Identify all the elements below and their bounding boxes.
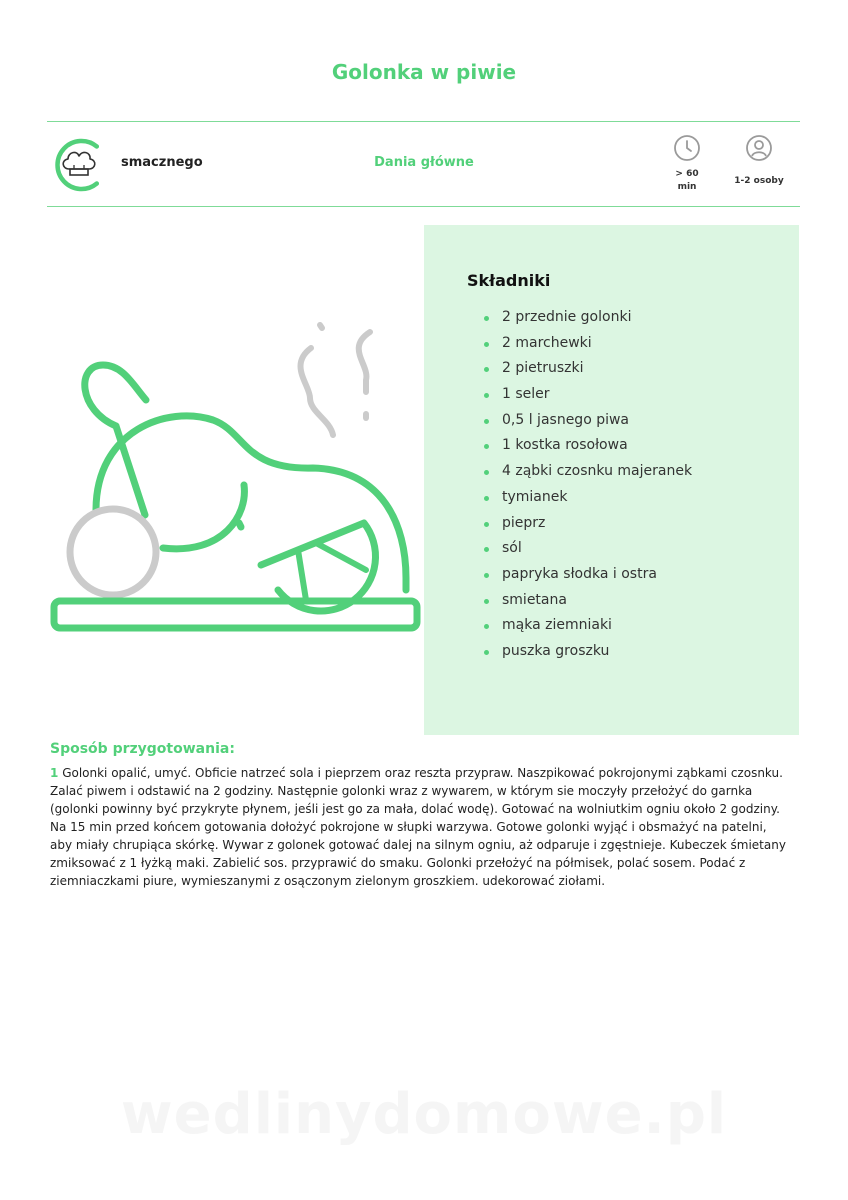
ingredient-item: tymianek: [502, 489, 692, 515]
preparation-title: Sposób przygotowania:: [50, 741, 235, 757]
ingredient-item: sól: [502, 540, 692, 566]
step-number: 1: [50, 766, 59, 780]
header-bottom-divider: [47, 206, 800, 207]
ingredients-title: Składniki: [467, 271, 551, 290]
ingredient-item: 4 ząbki czosnku majeranek: [502, 463, 692, 489]
ingredients-panel: [424, 225, 799, 735]
servings-label: 1-2 osoby: [734, 176, 784, 186]
ingredient-item: mąka ziemniaki: [502, 617, 692, 643]
recipe-category: Dania główne: [374, 155, 474, 170]
recipe-title: Golonka w piwie: [331, 60, 517, 84]
time-value: > 60: [675, 169, 699, 179]
ingredient-item: smietana: [502, 592, 692, 618]
header-top-divider: [47, 121, 800, 122]
ingredient-item: papryka słodka i ostra: [502, 566, 692, 592]
time-unit: min: [677, 182, 697, 192]
watermark: wedlinydomowe.pl: [120, 1082, 728, 1147]
preparation-step: [50, 764, 790, 890]
chef-hat-icon: [52, 138, 106, 192]
ingredient-item: 2 pietruszki: [502, 360, 692, 386]
ingredient-item: 1 kostka rosołowa: [502, 437, 692, 463]
ingredient-item: 2 przednie golonki: [502, 309, 692, 335]
time-label: [667, 168, 707, 194]
step-text: Golonki opalić, umyć. Obficie natrzeć sola i pieprzem oraz reszta przypraw. Naszpikować pokrojonymi ząbkami czosnku. Zalać piwem i odstawić na 2 godziny. Następnie golonki wraz z wywarem, w którym sie moczyły przełożyć do garnka (golonki powinny być przykryte płynem, jeśli jest go za mała, dolać wodę). Gotować na wolniutkim ogniu około 2 godziny. Na 15 min przed końcem gotowania dołożyć pokrojone w słupki warzywa. Gotowe golonki wyjąć i obsmażyć na patelni, aby miały chrupiąca skórkę. Wywar z golonek gotować dalej na silnym ogniu, aż odparuje i zgęstnieje. Kubeczek śmietany zmiksować z 1 łyżką maki. Zabielić sos. przyprawić do smaku. Golonki przełożyć na półmisek, polać sosem. Podać z ziemniaczkami piure, wymieszanymi z osączonym zielonym groszkiem. udekorować ziołami.: [50, 766, 786, 888]
ingredient-item: 0,5 l jasnego piwa: [502, 412, 692, 438]
person-icon: [745, 134, 773, 162]
roast-illustration: [48, 320, 423, 635]
ingredient-item: 1 seler: [502, 386, 692, 412]
recipe-author: smacznego: [121, 155, 203, 170]
ingredients-list: [502, 309, 692, 669]
ingredient-item: 2 marchewki: [502, 335, 692, 361]
clock-icon: [673, 134, 701, 162]
ingredient-item: pieprz: [502, 515, 692, 541]
ingredient-item: puszka groszku: [502, 643, 692, 669]
